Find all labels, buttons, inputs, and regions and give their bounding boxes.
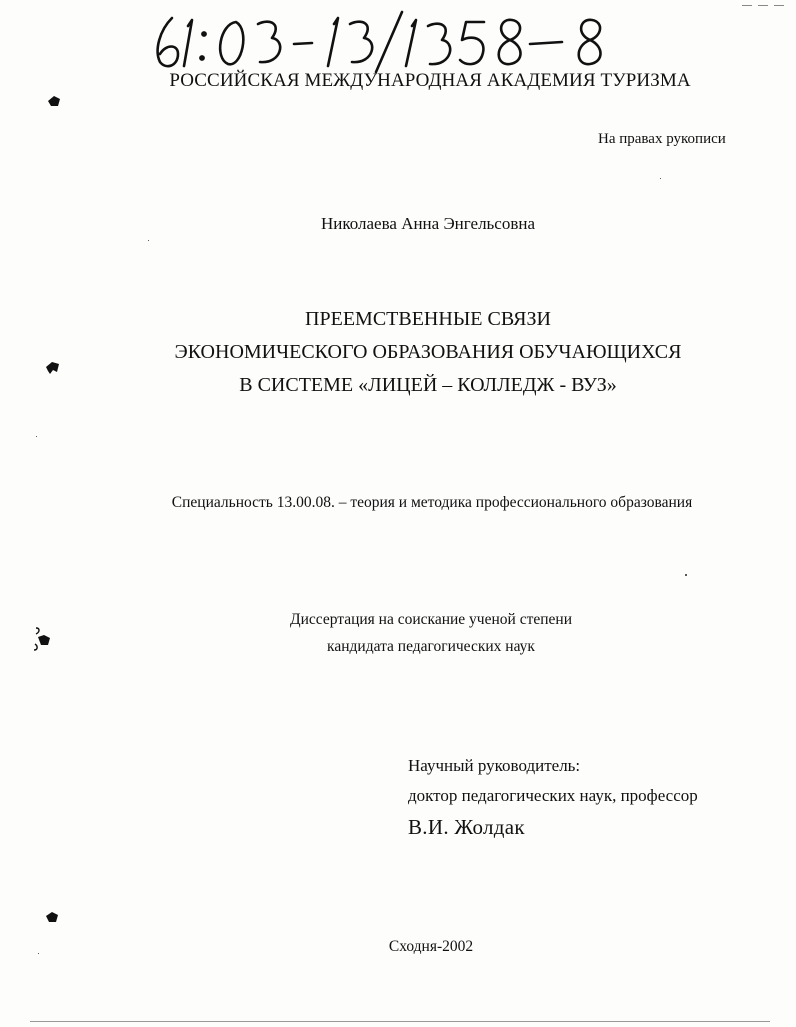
binding-mark-icon bbox=[44, 910, 60, 924]
handwritten-archive-number bbox=[150, 10, 620, 76]
scan-speck bbox=[38, 953, 39, 954]
thesis-title-line-2: ЭКОНОМИЧЕСКОГО ОБРАЗОВАНИЯ ОБУЧАЮЩИХСЯ bbox=[174, 341, 682, 363]
degree-statement-line-1: Диссертация на соискание ученой степени bbox=[290, 611, 572, 628]
scan-edge-dash bbox=[774, 5, 784, 6]
degree-statement-line-2: кандидата педагогических наук bbox=[327, 638, 535, 655]
supervisor-name: В.И. Жолдак bbox=[408, 815, 525, 839]
scan-speck bbox=[660, 178, 661, 179]
scan-speck bbox=[148, 240, 149, 241]
institution-name: РОССИЙСКАЯ МЕЖДУНАРОДНАЯ АКАДЕМИЯ ТУРИЗМА bbox=[169, 70, 691, 91]
author-name: Николаева Анна Энгельсовна bbox=[320, 214, 536, 233]
supervisor-degree: доктор педагогических наук, профессор bbox=[408, 786, 698, 805]
scan-edge-dash bbox=[758, 5, 768, 6]
scan-speck bbox=[36, 436, 37, 437]
place-and-year: Сходня-2002 bbox=[388, 938, 474, 955]
specialty-line: Специальность 13.00.08. – теория и методика профессионального образования bbox=[171, 494, 693, 511]
supervisor-label: Научный руководитель: bbox=[408, 756, 581, 775]
scan-speck bbox=[685, 574, 687, 576]
thesis-title-line-1: ПРЕЕМСТВЕННЫЕ СВЯЗИ bbox=[305, 308, 551, 330]
binding-mark-icon bbox=[46, 94, 62, 108]
thesis-title-line-3: В СИСТЕМЕ «ЛИЦЕЙ – КОЛЛЕДЖ - ВУЗ» bbox=[239, 374, 617, 396]
binding-mark-icon bbox=[30, 626, 52, 652]
scan-edge-dash bbox=[742, 5, 752, 6]
rights-note: На правах рукописи bbox=[598, 131, 726, 147]
scan-bottom-edge bbox=[30, 1021, 770, 1022]
binding-mark-icon bbox=[44, 360, 62, 376]
